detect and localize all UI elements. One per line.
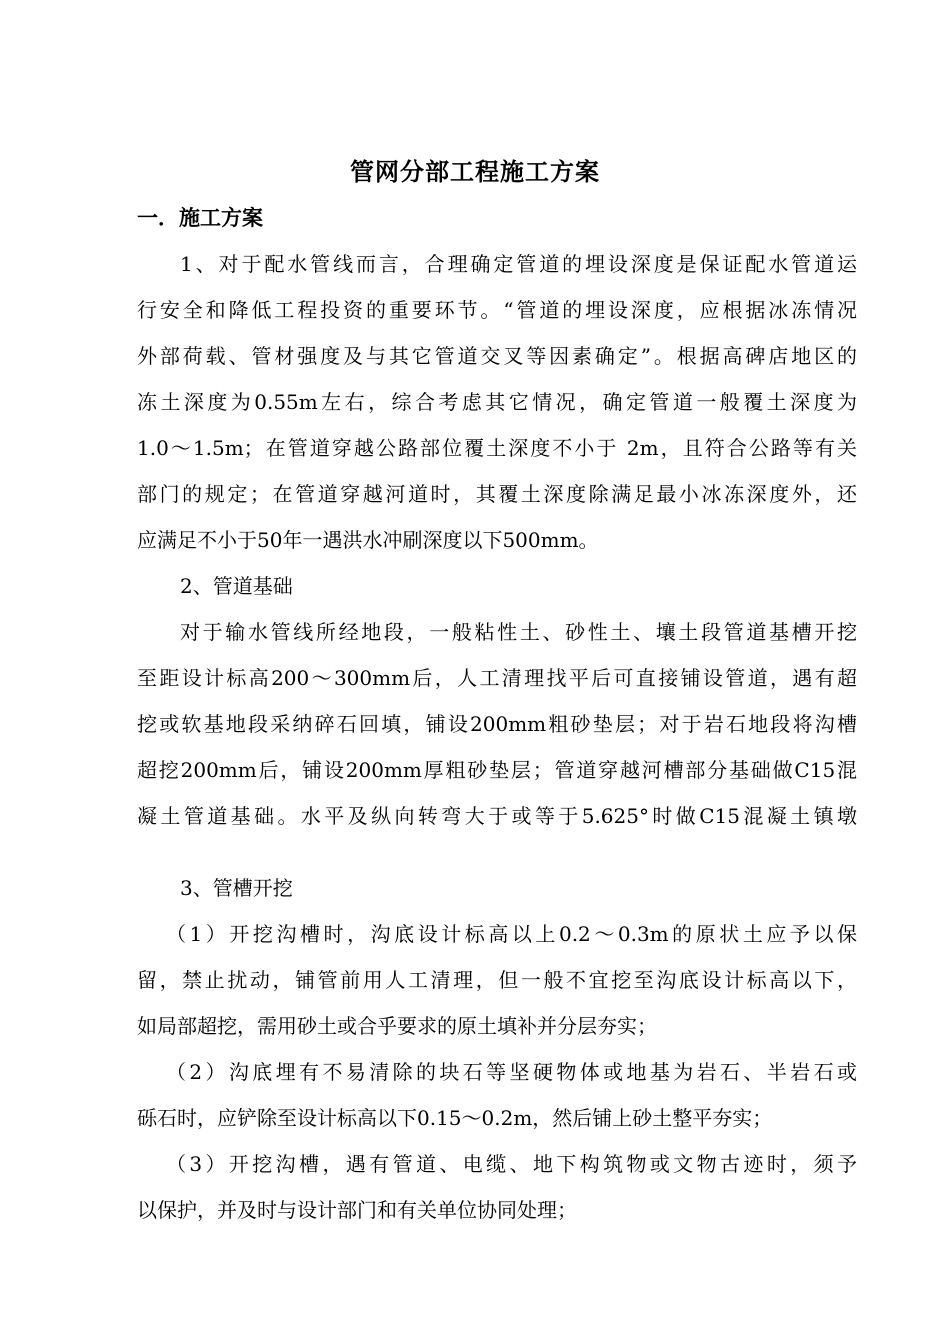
paragraph-line: 以保护，并及时与设计部门和有关单位协同处理； bbox=[137, 1198, 577, 1222]
subsection-heading: 3、管槽开挖 bbox=[180, 876, 293, 900]
paragraph-line: （1）开挖沟槽时，沟底设计标高以上0.2～0.3m的原状土应予以保 bbox=[166, 922, 857, 946]
paragraph-line: 至距设计标高200～300mm后，人工清理找平后可直接铺设管道，遇有超 bbox=[137, 666, 857, 690]
paragraph-line: （2）沟底埋有不易清除的块石等坚硬物体或地基为岩石、半岩石或 bbox=[166, 1060, 857, 1084]
paragraph-line: 如局部超挖，需用砂土或合乎要求的原土填补并分层夯实； bbox=[137, 1014, 657, 1038]
paragraph-line: 砾石时，应铲除至设计标高以下0.15～0.2m，然后铺上砂土整平夯实； bbox=[137, 1106, 773, 1130]
subsection-heading: 2、管道基础 bbox=[180, 574, 293, 598]
paragraph-line: 外部荷载、管材强度及与其它管道交叉等因素确定”。根据高碑店地区的 bbox=[137, 344, 857, 368]
paragraph-line: 1、对于配水管线而言，合理确定管道的埋设深度是保证配水管道运 bbox=[180, 252, 857, 276]
paragraph-line: 1.0～1.5m；在管道穿越公路部位覆土深度不小于 2m，且符合公路等有关 bbox=[137, 436, 857, 460]
paragraph-line: 行安全和降低工程投资的重要环节。“管道的埋设深度，应根据冰冻情况 bbox=[137, 298, 857, 322]
paragraph-line: 超挖200mm后，铺设200mm厚粗砂垫层；管道穿越河槽部分基础做C15混 bbox=[137, 758, 857, 782]
paragraph-line: 挖或软基地段采纳碎石回填，铺设200mm粗砂垫层；对于岩石地段将沟槽 bbox=[137, 712, 857, 736]
paragraph-line: 凝土管道基础。水平及纵向转弯大于或等于5.625°时做C15混凝土镇墩 bbox=[137, 804, 857, 828]
section-heading: 一．施工方案 bbox=[137, 206, 263, 230]
paragraph-line: 留，禁止扰动，铺管前用人工清理，但一般不宜挖至沟底设计标高以下， bbox=[137, 968, 857, 992]
paragraph-line: （3）开挖沟槽，遇有管道、电缆、地下构筑物或文物古迹时，须予 bbox=[166, 1152, 857, 1176]
paragraph-line: 应满足不小于50年一遇洪水冲刷深度以下500mm。 bbox=[137, 528, 599, 552]
document-title: 管网分部工程施工方案 bbox=[350, 158, 600, 186]
paragraph-line: 部门的规定；在管道穿越河道时，其覆土深度除满足最小冰冻深度外，还 bbox=[137, 482, 857, 506]
paragraph-line: 对于输水管线所经地段，一般粘性土、砂性土、壤土段管道基槽开挖 bbox=[180, 620, 857, 644]
paragraph-line: 冻土深度为0.55m左右，综合考虑其它情况，确定管道一般覆土深度为 bbox=[137, 390, 857, 414]
